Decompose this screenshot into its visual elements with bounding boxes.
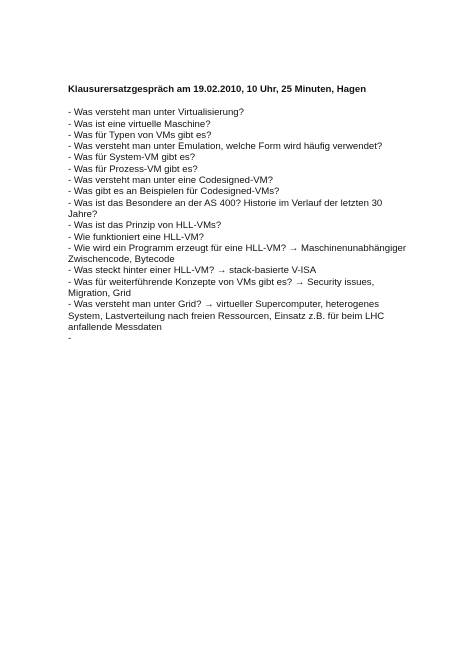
question-line: - Was versteht man unter Emulation, welche Form wird häufig verwendet?	[68, 141, 383, 153]
question-line: - Was versteht man unter eine Codesigned-VM?	[68, 175, 273, 187]
question-line: - Was für System-VM gibt es?	[68, 152, 196, 164]
question-line: - Was ist das Besondere an der AS 400? Historie im Verlauf der letzten 30 Jahre?	[68, 197, 383, 220]
document-body	[68, 84, 408, 345]
document-title: Klausurersatzgespräch am 19.02.2010, 10 Uhr, 25 Minuten, Hagen	[68, 84, 367, 95]
question-line: -	[68, 333, 72, 345]
question-line: - Was steckt hinter einer HLL-VM? → stack-basierte V-ISA	[68, 265, 317, 277]
question-line: - Was gibt es an Beispielen für Codesigned-VMs?	[68, 186, 280, 198]
question-line: - Was für weiterführende Konzepte von VMs gibt es? → Security issues, Migration, Grid	[68, 276, 375, 300]
question-line: - Was für Typen von VMs gibt es?	[68, 129, 212, 141]
question-line: - Wie wird ein Programm erzeugt für eine HLL-VM? → Maschinenunabhängiger Zwischencode, Bytecode	[68, 242, 407, 266]
question-line: - Was für Prozess-VM gibt es?	[68, 163, 198, 175]
question-line: - Was versteht man unter Virtualisierung?	[68, 107, 244, 119]
question-line: - Wie funktioniert eine HLL-VM?	[68, 231, 204, 243]
question-line: - Was versteht man unter Grid? → virtueller Supercomputer, heterogenes System, Lastverteilung nach freien Ressourcen, Einsatz z.B. für beim LHC anfallende Messdaten	[68, 299, 385, 333]
question-line: - Was ist das Prinzip von HLL-VMs?	[68, 220, 222, 232]
question-line: - Was ist eine virtuelle Maschine?	[68, 118, 211, 130]
